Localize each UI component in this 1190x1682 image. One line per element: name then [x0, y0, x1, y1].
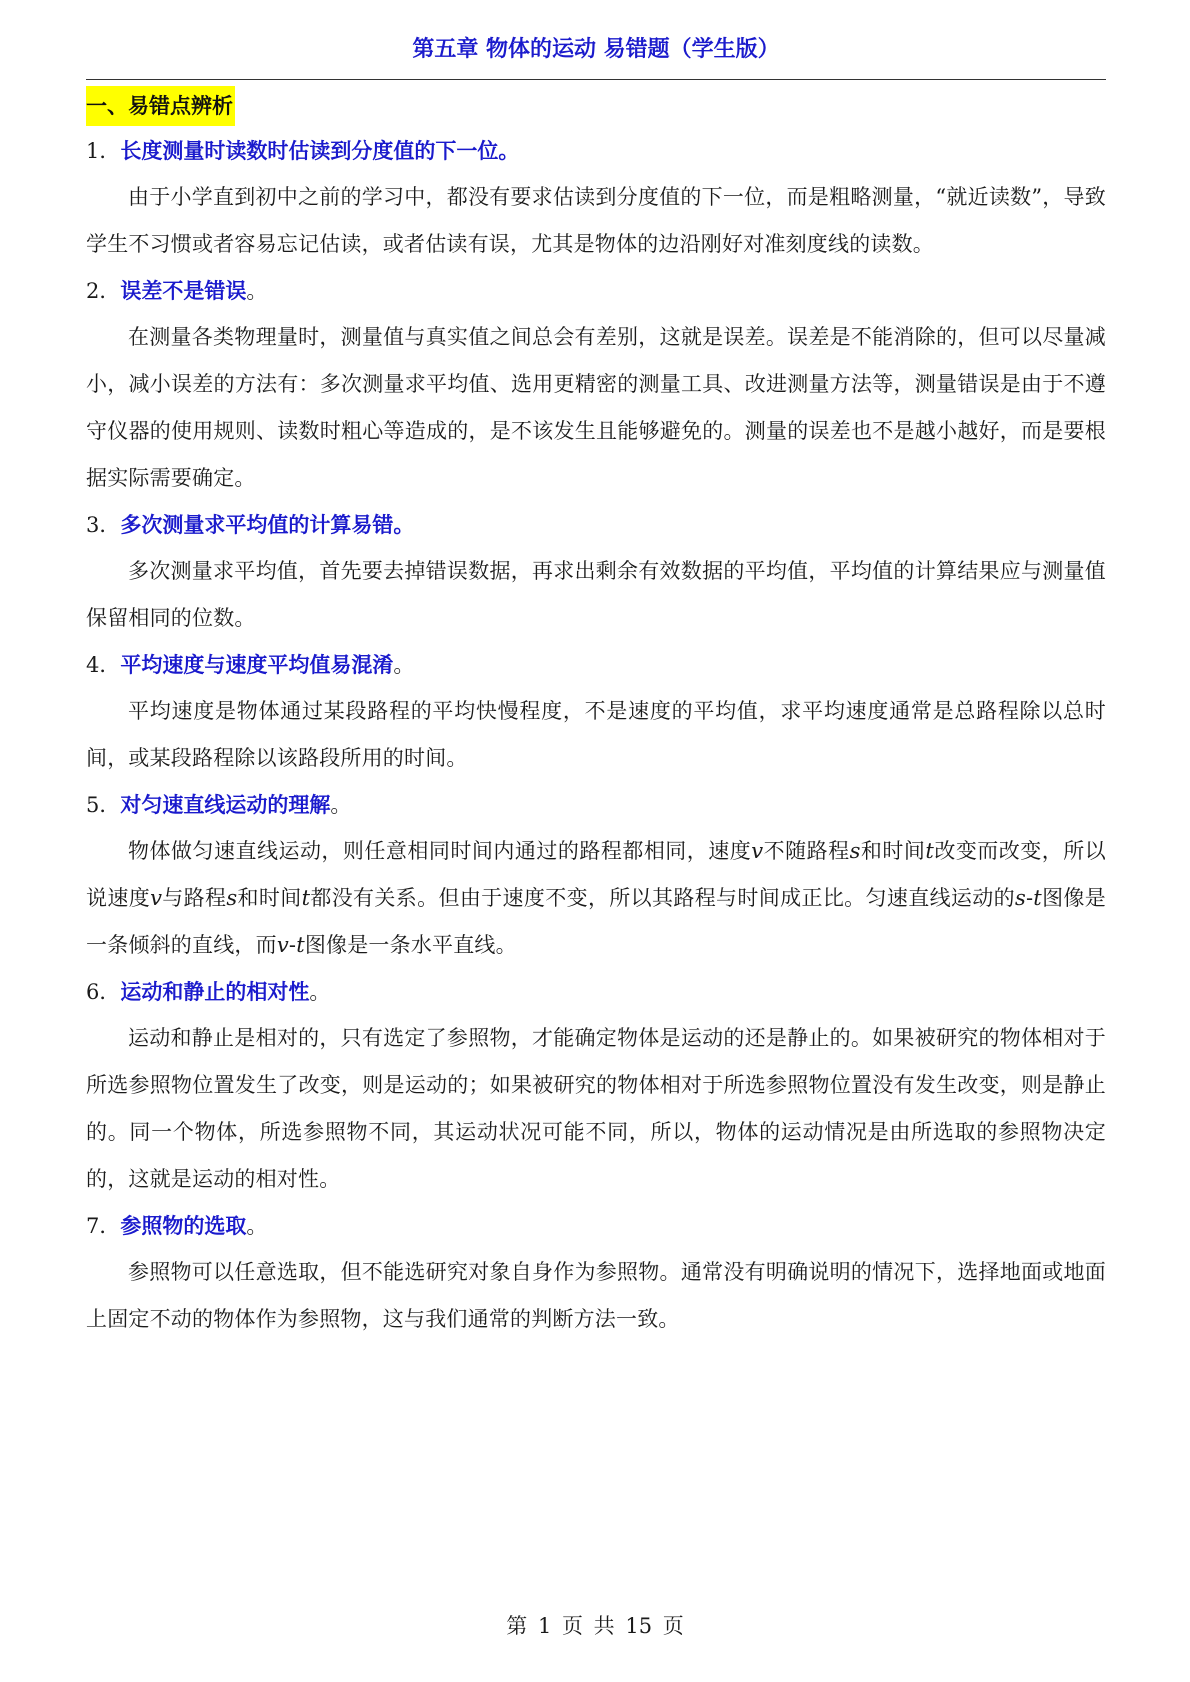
- variable-symbol: t: [301, 886, 311, 910]
- item-heading-text: 运动和静止的相对性: [120, 980, 310, 1004]
- item-heading-6: 6．运动和静止的相对性。: [86, 980, 331, 1004]
- item-number: 7．: [86, 1214, 121, 1238]
- item-number: 1．: [86, 139, 121, 163]
- text-run: 和时间: [237, 886, 302, 910]
- item-paragraph-6: 运动和静止是相对的，只有选定了参照物，才能确定物体是运动的还是静止的。如果被研究的物体相对于所选参照物位置发生了改变，则是运动的；如果被研究的物体相对于所选参照物位置没有发生改变，则是静止的。同一个物体，所选参照物不同，其运动状况可能不同，所以，物体的运动情况是由所选取的参照物决定的，这就是运动的相对性。: [86, 1026, 1106, 1191]
- item-paragraph-3: 多次测量求平均值，首先要去掉错误数据，再求出剩余有效数据的平均值，平均值的计算结果应与测量值保留相同的位数。: [86, 559, 1106, 630]
- variable-symbol: v: [150, 886, 163, 910]
- item-heading-5: 5．对匀速直线运动的理解。: [86, 793, 352, 817]
- variable-symbol: t: [296, 933, 305, 957]
- item-paragraph-2: 在测量各类物理量时，测量值与真实值之间总会有差别，这就是误差。误差是不能消除的，但可以尽量减小，减小误差的方法有：多次测量求平均值、选用更精密的测量工具、改进测量方法等，测量错误是由于不遵守仪器的使用规则、读数时粗心等造成的，是不该发生且能够避免的。测量的误差也不是越小越好，而是要根据实际需要确定。: [86, 325, 1106, 490]
- item-paragraph-4: 平均速度是物体通过某段路程的平均快慢程度，不是速度的平均值，求平均速度通常是总路程除以总时间，或某段路程除以该路段所用的时间。: [86, 699, 1106, 770]
- item-number: 6．: [86, 980, 121, 1004]
- variable-symbol: s: [1015, 886, 1026, 910]
- item-heading-text: 长度测量时读数时估读到分度值的下一位。: [120, 139, 520, 163]
- item-heading-text: 误差不是错误: [120, 279, 247, 303]
- header-divider: [86, 79, 1106, 80]
- item-heading-1: [86, 128, 1106, 174]
- variable-symbol: v: [751, 839, 764, 863]
- item-heading-text: 平均速度与速度平均值易混淆: [120, 653, 394, 677]
- variable-symbol: t: [925, 839, 935, 863]
- text-run: 物体做匀速直线运动，则任意相同时间内通过的路程都相同，速度: [128, 839, 752, 863]
- item-number: 3．: [86, 513, 121, 537]
- text-run: 图像是一条水平直线。: [304, 933, 517, 957]
- item-number: 5．: [86, 793, 121, 817]
- item-paragraph-1: 由于小学直到初中之前的学习中，都没有要求估读到分度值的下一位，而是粗略测量，“就近读数”，导致学生不习惯或者容易忘记估读，或者估读有误，尤其是物体的边沿刚好对准刻度线的读数。: [86, 185, 1106, 256]
- item-number: 4．: [86, 653, 121, 677]
- item-heading-2: 2．误差不是错误。: [86, 279, 268, 303]
- document-body: [86, 86, 1106, 1343]
- item-heading-4: 4．平均速度与速度平均值易混淆。: [86, 653, 415, 677]
- item-heading-text: 多次测量求平均值的计算易错。: [120, 513, 415, 537]
- text-run: 都没有关系。但由于速度不变，所以其路程与时间成正比。匀速直线运动的: [310, 886, 1015, 910]
- variable-symbol: t: [1033, 886, 1042, 910]
- item-paragraph-7: 参照物可以任意选取，但不能选研究对象自身作为参照物。通常没有明确说明的情况下，选择地面或地面上固定不动的物体作为参照物，这与我们通常的判断方法一致。: [86, 1260, 1106, 1331]
- section-title: 一、易错点辨析: [86, 86, 235, 126]
- variable-symbol: v: [276, 933, 289, 957]
- text-run: -: [1025, 886, 1034, 910]
- item-heading-3: [86, 502, 1106, 548]
- variable-symbol: s: [849, 839, 861, 863]
- item-heading-text: 对匀速直线运动的理解: [120, 793, 331, 817]
- text-run: 不随路程: [763, 839, 850, 863]
- text-run: 与路程: [162, 886, 227, 910]
- variable-symbol: s: [226, 886, 238, 910]
- item-heading-7: 7．参照物的选取。: [86, 1214, 268, 1238]
- text-run: 图像是一条倾斜的直线，而: [86, 886, 1106, 957]
- text-run: -: [288, 933, 297, 957]
- text-run: 改变而改变，所以说速度: [86, 839, 1106, 910]
- item-heading-text: 参照物的选取: [120, 1214, 247, 1238]
- item-number: 2．: [86, 279, 121, 303]
- page-number: 第 1 页 共 15 页: [506, 1614, 684, 1638]
- text-run: 和时间: [860, 839, 926, 863]
- page-header: 第五章 物体的运动 易错题（学生版）: [412, 37, 780, 62]
- item-paragraph-5: [86, 828, 1106, 969]
